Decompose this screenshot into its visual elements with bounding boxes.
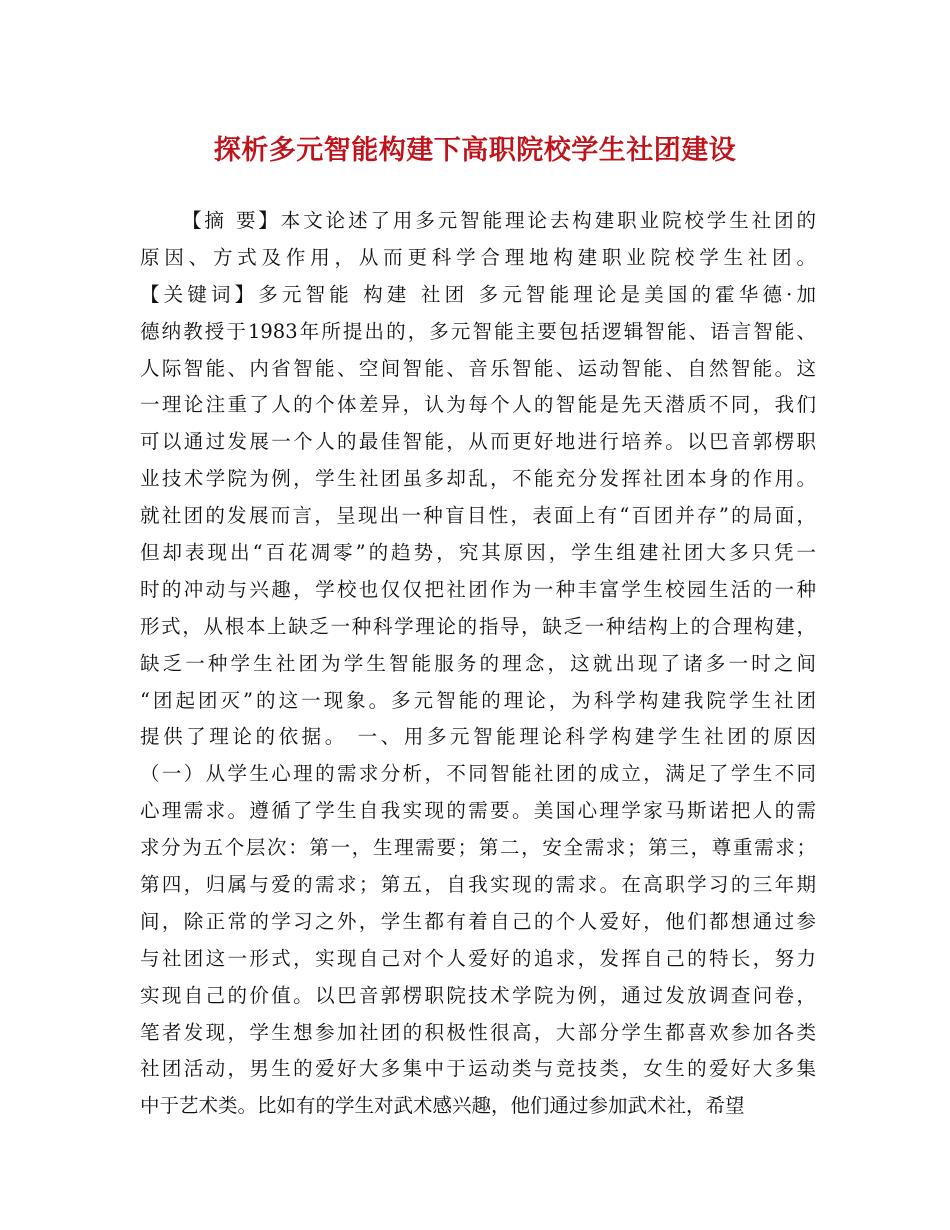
body-line: 【关键词】多元智能 构建 社团 多元智能理论是美国的霍华德·加 — [140, 282, 816, 306]
body-line: 心理需求。遵循了学生自我实现的需要。美国心理学家马斯诺把人的需 — [140, 799, 816, 823]
body-line: 一理论注重了人的个体差异，认为每个人的智能是先天潜质不同，我们 — [140, 393, 816, 417]
body-line: 缺乏一种学生社团为学生智能服务的理念，这就出现了诸多一时之间 — [140, 651, 816, 675]
body-line: 业技术学院为例，学生社团虽多却乱，不能充分发挥社团本身的作用。 — [140, 467, 816, 491]
body-line: 间，除正常的学习之外，学生都有着自己的个人爱好，他们都想通过参 — [140, 909, 816, 933]
body-line: 德纳教授于1983年所提出的，多元智能主要包括逻辑智能、语言智能、 — [140, 319, 816, 343]
body-line: （一）从学生心理的需求分析，不同智能社团的成立，满足了学生不同 — [140, 762, 816, 786]
body-line: 原因、方式及作用，从而更科学合理地构建职业院校学生社团。 — [140, 245, 816, 269]
body-line: 形式，从根本上缺乏一种科学理论的指导，缺乏一种结构上的合理构建， — [140, 614, 816, 638]
body-line: “团起团灭”的这一现象。多元智能的理论，为科学构建我院学生社团 — [140, 688, 816, 712]
body-line: 但却表现出“百花凋零”的趋势，究其原因，学生组建社团大多只凭一 — [140, 541, 816, 565]
body-line: 实现自己的价值。以巴音郭楞职院技术学院为例，通过发放调查问卷， — [140, 983, 816, 1007]
body-line: 时的冲动与兴趣，学校也仅仅把社团作为一种丰富学生校园生活的一种 — [140, 577, 816, 601]
body-line: 提供了理论的依据。 一、用多元智能理论科学构建学生社团的原因 — [140, 725, 816, 749]
document-body — [140, 203, 816, 1125]
body-line: 社团活动，男生的爱好大多集中于运动类与竞技类，女生的爱好大多集 — [140, 1057, 816, 1081]
body-line: 可以通过发展一个人的最佳智能，从而更好地进行培养。以巴音郭楞职 — [140, 430, 816, 454]
document-title: 探析多元智能构建下高职院校学生社团建设 — [213, 135, 737, 166]
body-line: 中于艺术类。比如有的学生对武术感兴趣，他们通过参加武术社，希望 — [140, 1094, 745, 1118]
body-line: 笔者发现，学生想参加社团的积极性很高，大部分学生都喜欢参加各类 — [140, 1020, 816, 1044]
body-line: 就社团的发展而言，呈现出一种盲目性，表面上有“百团并存”的局面， — [140, 504, 816, 528]
body-line: 与社团这一形式，实现自己对个人爱好的追求，发挥自己的特长，努力 — [140, 946, 816, 970]
body-line: 【摘 要】本文论述了用多元智能理论去构建职业院校学生社团的 — [182, 209, 816, 232]
body-line: 第四，归属与爱的需求；第五，自我实现的需求。在高职学习的三年期 — [140, 873, 816, 897]
body-line: 人际智能、内省智能、空间智能、音乐智能、运动智能、自然智能。这 — [140, 356, 816, 380]
body-line: 求分为五个层次：第一，生理需要；第二，安全需求；第三，尊重需求； — [140, 836, 816, 860]
